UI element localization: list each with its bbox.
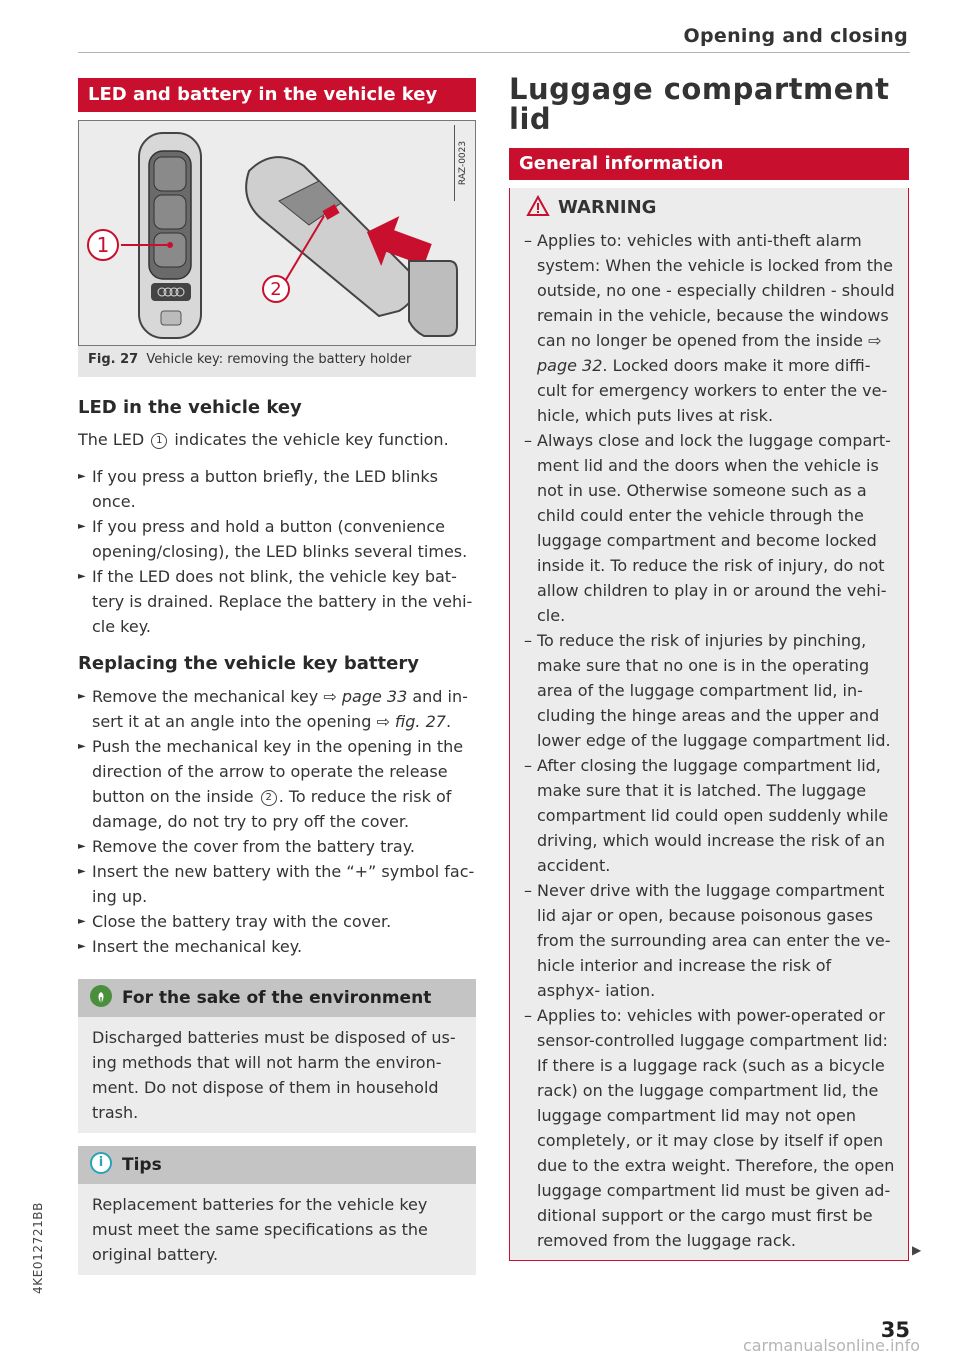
- warning-box: [509, 188, 909, 1261]
- heading-replace-battery: Replacing the vehicle key battery: [78, 653, 419, 674]
- tips-title: Tips: [122, 1155, 162, 1175]
- environment-header: [78, 979, 476, 1017]
- environment-title: For the sake of the environment: [122, 988, 432, 1008]
- warning-item: – Always close and lock the luggage compart- ment lid and the doors when the vehicle is not in use. Otherwise someone such as a child could enter the vehicle through the luggage compartment and become locked inside it. To reduce the risk of injury, do not allow children to play in or around the vehi- cle.: [524, 431, 891, 625]
- warning-item-text: Never drive with the luggage compartment lid ajar or open, because poisonous gases from the surrounding area can enter the ve- hicle interior and increase the risk of asphyx- iation.: [537, 881, 891, 1000]
- warning-item: – After closing the luggage compartment lid, make sure that it is latched. The luggage compartment lid could open suddenly while driving, which would increase the risk of an accident.: [524, 756, 889, 875]
- section-title-led-battery: LED and battery in the vehicle key: [78, 78, 476, 112]
- lock-button: [154, 233, 186, 267]
- vehicle-key-illustration: [79, 121, 476, 345]
- mechanical-key: [409, 261, 457, 336]
- watermark: carmanualsonline.info: [742, 1336, 920, 1355]
- list-item: ► Insert the mechanical key.: [78, 934, 476, 959]
- warning-item: – To reduce the risk of injuries by pinching, make sure that no one is in the operating area of the luggage compartment lid, in- cluding the hinge areas and the upper and lower edge of the luggage compartment lid.: [524, 631, 891, 750]
- b2-after: . To reduce the risk of damage, do not try to pry off the cover.: [92, 787, 452, 831]
- callout-ref-1: 1: [151, 433, 167, 449]
- list-item: ► If you press and hold a button (convenience opening/closing), the LED blinks several times.: [78, 514, 476, 564]
- list-item: [78, 734, 476, 834]
- page-link-33[interactable]: ⇨ page 33: [323, 687, 408, 706]
- list-item: ► Close the battery tray with the cover.: [78, 909, 476, 934]
- list-item: ► If the LED does not blink, the vehicle key bat- tery is drained. Replace the battery in the vehi- cle key.: [78, 564, 476, 639]
- b1-before: Remove the mechanical key: [92, 687, 319, 706]
- list-item: ► Remove the cover from the battery tray.: [78, 834, 476, 859]
- page-title-line-1: Luggage compartment: [509, 72, 890, 106]
- list-item: ► If you press a button briefly, the LED blinks once.: [78, 464, 476, 514]
- document-code-text: 4KE012721BB: [31, 1202, 45, 1294]
- warning-item-1-text-end: . Locked doors make it more diffi- cult for emergency workers to enter the ve- hicle, which puts lives at risk.: [537, 356, 888, 425]
- section-title-general-info: General information: [509, 148, 909, 180]
- led-intro: [78, 427, 476, 452]
- trunk-button: [154, 195, 186, 229]
- warning-triangle-icon: [526, 195, 550, 217]
- left-column: [78, 78, 476, 1275]
- warning-item-text: After closing the luggage compartment lid, make sure that it is latched. The luggage compartment lid could open suddenly while driving, which would increase the risk of an accident.: [537, 756, 889, 875]
- figure-code: [454, 125, 471, 201]
- figure-27: [78, 120, 476, 346]
- callout-2: 2: [270, 279, 282, 300]
- b1-mid: and in- sert it at an angle into the opening: [92, 687, 468, 731]
- warning-item-text: Always close and lock the luggage compart- ment lid and the doors when the vehicle is not in use. Otherwise someone such as a child could enter the vehicle through the luggage compartment and become locked inside it. To reduce the risk of injury, do not allow children to play in or around the vehi- cle.: [537, 431, 891, 625]
- figure-code-text: RAZ-0023: [458, 140, 468, 186]
- info-icon: i: [90, 1152, 112, 1174]
- page-link-32[interactable]: ⇨ page 32: [537, 331, 882, 375]
- page-title-line-2: lid: [509, 102, 552, 136]
- warning-title: WARNING: [558, 197, 657, 218]
- tips-box: [78, 1146, 476, 1275]
- caption-text: Vehicle key: removing the battery holder: [146, 352, 412, 367]
- warning-item-1-text: Applies to: vehicles with anti-theft alarm system: When the vehicle is locked from the outside, no one - especially children - should remain in the vehicle, because the windows can no longer be opened from the inside: [537, 231, 895, 350]
- leaf-icon: [90, 985, 112, 1007]
- continue-arrow-icon: ▶: [912, 1243, 922, 1257]
- callout-1: 1: [96, 233, 110, 257]
- b2-before: Push the mechanical key in the opening in the direction of the arrow to operate the release button on the inside: [92, 737, 464, 806]
- figure-link-27[interactable]: ⇨ fig. 27: [376, 712, 446, 731]
- key-logo: [151, 283, 191, 301]
- warning-item: – Applies to: vehicles with anti-theft alarm system: When the vehicle is locked from the outside, no one - especially children - should remain in the vehicle, because the windows can no longer be opened from the inside ⇨ page 32. Locked doors make it more diffi- cult for emergency workers to enter the ve- hicle, which puts lives at risk.: [524, 231, 895, 425]
- document-code: [28, 1188, 48, 1308]
- led-intro-before: The LED: [78, 430, 145, 449]
- key-led: [167, 242, 173, 248]
- unlock-button: [154, 157, 186, 191]
- header-divider: [78, 52, 910, 53]
- right-column: [509, 74, 909, 1261]
- led-intro-after: indicates the vehicle key function.: [174, 430, 449, 449]
- figure-caption: [78, 346, 476, 377]
- list-item: [78, 684, 476, 734]
- warning-header: [510, 188, 908, 228]
- warning-item-text: Applies to: vehicles with power-operated or sensor-controlled luggage compartment lid: If there is a luggage rack (such as a bicycle rack) on the luggage compartment lid, the luggage compartment lid may not open completely, or it may close by itself if open due to the extra weight. Therefore, the open luggage compartment lid must be given ad- ditional support or the cargo must first be removed from the luggage rack.: [537, 1006, 895, 1250]
- warning-item: – Never drive with the luggage compartment lid ajar or open, because poisonous gases from the surrounding area can enter the ve- hicle interior and increase the risk of asphyx- iation.: [524, 881, 891, 1000]
- environment-body: Discharged batteries must be disposed of us- ing methods that will not harm the environ- ment. Do not dispose of them in household trash.: [78, 1017, 476, 1133]
- caption-label: Fig. 27: [88, 352, 139, 367]
- page-title: [509, 74, 909, 134]
- environment-box: [78, 979, 476, 1133]
- tips-header: [78, 1146, 476, 1184]
- warning-item-text: To reduce the risk of injuries by pinching, make sure that no one is in the operating area of the luggage compartment lid, in- cluding the hinge areas and the upper and lower edge of the luggage compartment lid.: [537, 631, 891, 750]
- page-header-title: Opening and closing: [683, 25, 908, 47]
- b1-end: .: [445, 712, 452, 731]
- warning-item: – Applies to: vehicles with power-operated or sensor-controlled luggage compartment lid: If there is a luggage rack (such as a bicycle rack) on the luggage compartment lid, the luggage compartment lid may not open completely, or it may close by itself if open due to the extra weight. Therefore, the open luggage compartment lid must be given ad- ditional support or the cargo must first be removed from the luggage rack.: [524, 1006, 895, 1250]
- page-number: 35: [880, 1318, 910, 1342]
- list-item: ► Insert the new battery with the “+” symbol fac- ing up.: [78, 859, 476, 909]
- callout-ref-2: 2: [261, 790, 277, 806]
- tips-body: Replacement batteries for the vehicle key must meet the same specifications as the original battery.: [78, 1184, 476, 1275]
- heading-led: LED in the vehicle key: [78, 397, 302, 418]
